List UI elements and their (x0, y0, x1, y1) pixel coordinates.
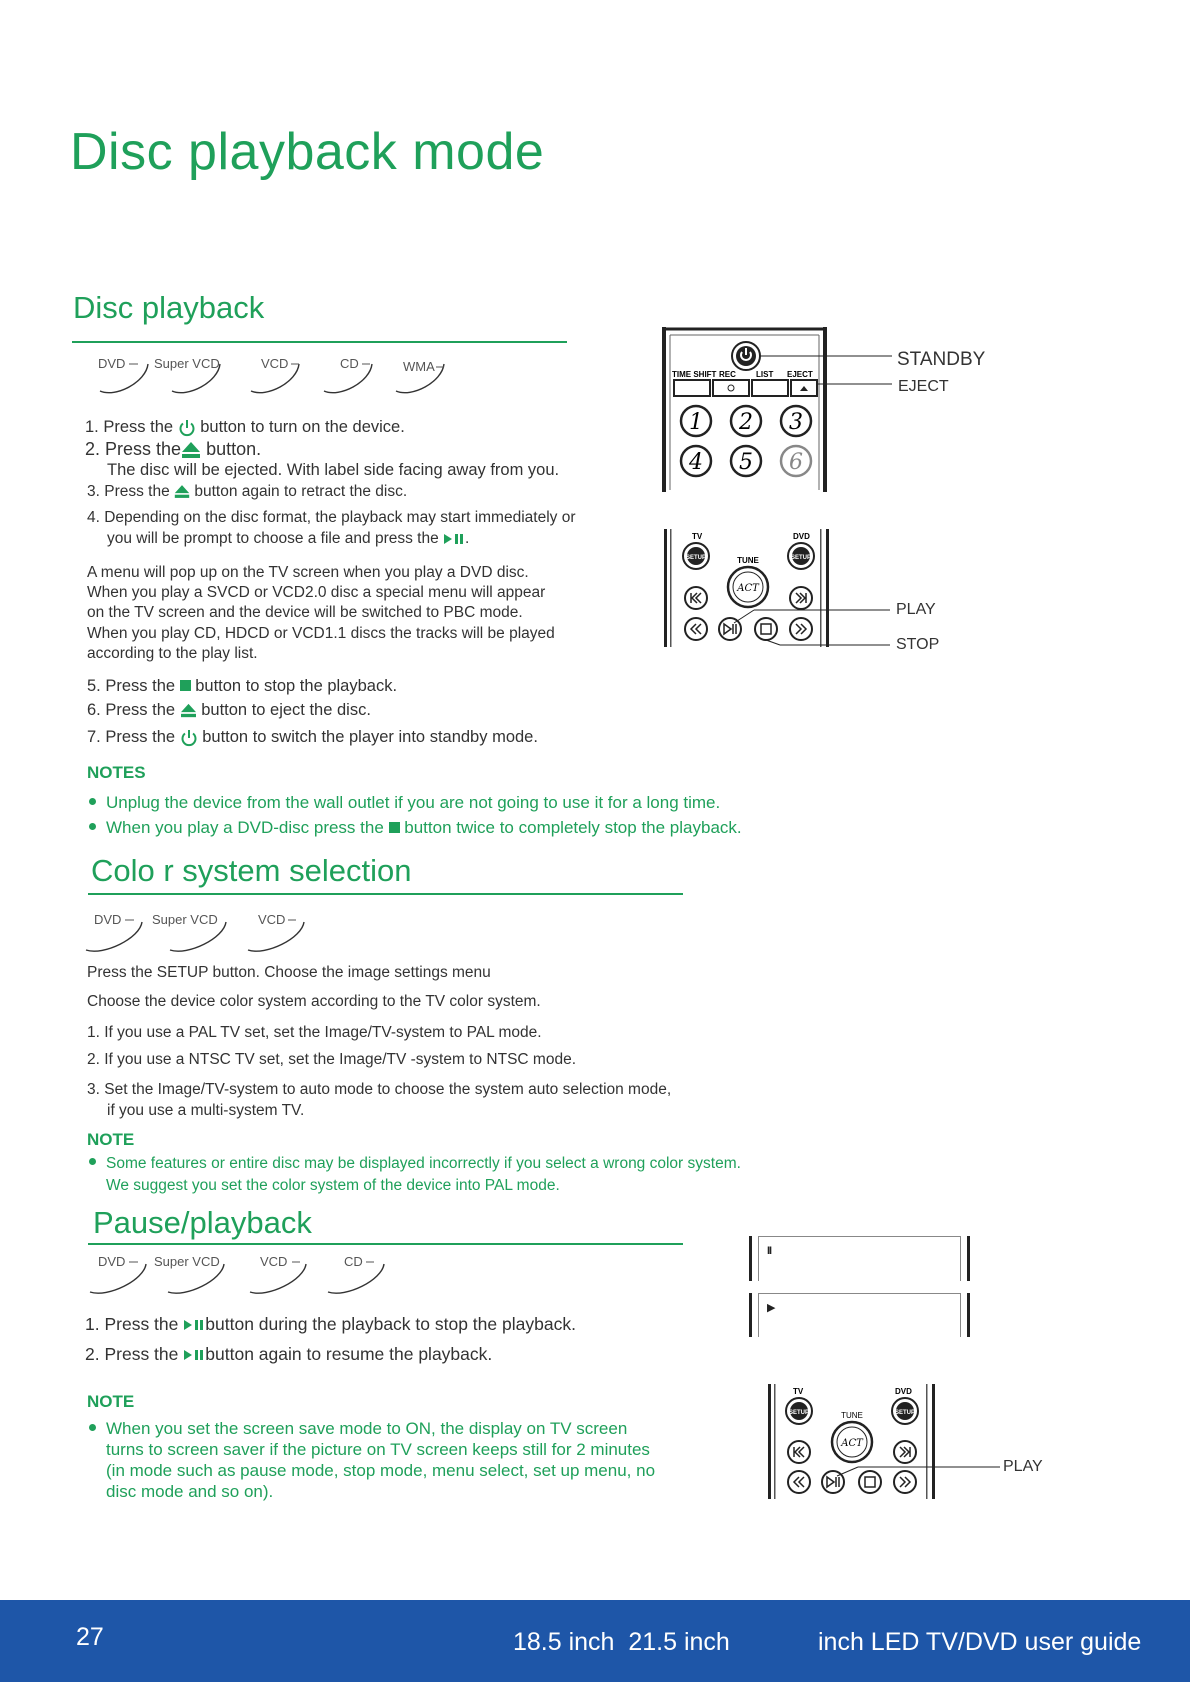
svg-text:3: 3 (789, 410, 803, 435)
disc-icon-vcd (251, 356, 299, 393)
svg-text:SETUP: SETUP (790, 555, 812, 561)
note-heading: NOTE (87, 1130, 135, 1149)
page-number: 27 (76, 1623, 104, 1651)
eject-icon (181, 441, 201, 459)
pause-step-2: 2. Press the button again to resume the playback. (85, 1344, 493, 1364)
play-pause-icon (443, 533, 465, 545)
step-7: 7. Press the button to switch the player into standby mode. (87, 728, 538, 746)
remote-transport-illustration (766, 1382, 1066, 1502)
svg-text:DVD: DVD (793, 532, 810, 541)
step-2-detail: The disc will be ejected. With label side facing away from you. (107, 461, 560, 479)
label-play: PLAY (1003, 1458, 1043, 1475)
paragraph-line: When you play CD, HDCD or VCD1.1 discs the tracks will be played (87, 625, 555, 642)
eject-icon (180, 703, 197, 718)
eject-icon (174, 484, 190, 499)
color-line: 3. Set the Image/TV-system to auto mode to choose the system auto selection mode, (87, 1081, 672, 1098)
svg-text:SETUP: SETUP (894, 1410, 916, 1416)
svg-text:Super VCD: Super VCD (152, 912, 218, 927)
page-title: Disc playback mode (70, 123, 545, 181)
step-4: 4. Depending on the disc format, the playback may start immediately or (87, 509, 576, 526)
stop-icon (389, 822, 400, 833)
note-heading: NOTE (87, 1392, 135, 1411)
disc-icon-cd (324, 356, 372, 393)
color-line: Choose the device color system according to the TV color system. (87, 993, 541, 1010)
step-6: 6. Press the button to eject the disc. (87, 701, 371, 719)
svg-text:TUNE: TUNE (737, 556, 759, 565)
step-4-cont: you will be prompt to choose a file and press the . (107, 530, 470, 547)
section-title-color-system: Colo r system selection (91, 853, 412, 888)
disc-format-icons (86, 352, 486, 402)
note-item: Unplug the device from the wall outlet if you are not going to use it for a long time. (89, 792, 720, 813)
notes-heading: NOTES (87, 763, 146, 782)
svg-text:1: 1 (689, 410, 703, 435)
note-item: When you play a DVD-disc press the button twice to completely stop the playback. (89, 817, 742, 838)
section-rule (88, 1243, 683, 1245)
svg-text:DVD: DVD (98, 1254, 126, 1269)
label-play: PLAY (896, 601, 936, 618)
svg-text:CD: CD (340, 356, 359, 371)
note-item: turns to screen saver if the picture on TV screen keeps still for 2 minutes (106, 1440, 650, 1459)
svg-text:TV: TV (692, 532, 703, 541)
section-rule (72, 341, 567, 343)
svg-text:6: 6 (789, 450, 803, 475)
svg-text:Super VCD: Super VCD (154, 356, 220, 371)
footer-sizes: 18.5 inch 21.5 inch (513, 1628, 730, 1656)
disc-label: DVD (98, 356, 126, 371)
svg-text:VCD: VCD (261, 356, 289, 371)
svg-text:TIME SHIFT: TIME SHIFT (672, 370, 717, 379)
label-eject: EJECT (898, 378, 949, 395)
svg-text:CD: CD (344, 1254, 363, 1269)
pause-icon: II (767, 1245, 772, 1257)
svg-text:SETUP: SETUP (788, 1410, 810, 1416)
play-icon: ▶ (767, 1302, 776, 1314)
note-item: disc mode and so on). (106, 1482, 274, 1501)
play-pause-icon (183, 1319, 205, 1331)
paragraph-line: according to the play list. (87, 645, 258, 662)
color-line: if you use a multi-system TV. (107, 1102, 305, 1119)
section-rule (88, 893, 683, 895)
power-icon (178, 419, 196, 437)
step-3: 3. Press the button again to retract the disc. (87, 483, 408, 500)
svg-text:2: 2 (739, 410, 753, 435)
disc-icon-dvd (98, 356, 148, 393)
remote-transport-illustration (662, 527, 962, 652)
note-item: (in mode such as pause mode, stop mode, menu select, set up menu, no (106, 1461, 656, 1480)
power-icon (180, 729, 198, 747)
svg-text:DVD: DVD (94, 912, 122, 927)
stop-icon (180, 680, 191, 691)
svg-text:SETUP: SETUP (685, 555, 707, 561)
disc-format-icons (82, 908, 322, 958)
svg-text:ACT: ACT (737, 583, 759, 594)
svg-text:REC: REC (719, 370, 736, 379)
note-item: We suggest you set the color system of the device into PAL mode. (106, 1177, 560, 1194)
disc-format-icons (86, 1250, 406, 1300)
svg-text:VCD: VCD (260, 1254, 288, 1269)
step-5: 5. Press the button to stop the playback. (87, 677, 398, 695)
svg-text:ACT: ACT (841, 1438, 863, 1449)
paragraph-line: on the TV screen and the device will be switched to PBC mode. (87, 604, 523, 621)
disc-icon-wma (396, 359, 444, 393)
step-2: 2. Press the button. (85, 439, 262, 459)
screen-play-display (749, 1293, 970, 1337)
svg-text:TV: TV (793, 1387, 804, 1396)
svg-text:4: 4 (689, 450, 703, 475)
svg-text:LIST: LIST (756, 370, 774, 379)
svg-text:5: 5 (739, 450, 753, 475)
label-standby: STANDBY (897, 349, 986, 370)
svg-text:TUNE: TUNE (841, 1411, 863, 1420)
disc-icon-super-vcd (154, 356, 220, 393)
paragraph-line: When you play a SVCD or VCD2.0 disc a special menu will appear (87, 584, 546, 601)
step-1: 1. Press the button to turn on the device. (85, 418, 405, 436)
svg-text:WMA: WMA (403, 359, 435, 374)
paragraph-line: A menu will pop up on the TV screen when you play a DVD disc. (87, 564, 529, 581)
note-item: When you set the screen save mode to ON, the display on TV screen (89, 1418, 627, 1439)
svg-text:Super VCD: Super VCD (154, 1254, 220, 1269)
pause-step-1: 1. Press the button during the playback to stop the playback. (85, 1314, 576, 1334)
section-title-disc-playback: Disc playback (73, 290, 265, 325)
svg-text:EJECT: EJECT (787, 370, 813, 379)
section-title-pause: Pause/playback (93, 1205, 312, 1240)
footer-bar (0, 1600, 1190, 1682)
footer-guide-title: inch LED TV/DVD user guide (818, 1628, 1142, 1656)
color-line: 1. If you use a PAL TV set, set the Image/TV-system to PAL mode. (87, 1024, 542, 1041)
play-pause-icon (183, 1349, 205, 1361)
note-item: Some features or entire disc may be displayed incorrectly if you select a wrong color system. (89, 1153, 741, 1174)
color-line: 2. If you use a NTSC TV set, set the Image/TV -system to NTSC mode. (87, 1051, 576, 1068)
label-stop: STOP (896, 636, 940, 653)
color-line: Press the SETUP button. Choose the image settings menu (87, 964, 491, 981)
screen-pause-display (749, 1236, 970, 1281)
svg-text:DVD: DVD (895, 1387, 912, 1396)
svg-text:VCD: VCD (258, 912, 286, 927)
